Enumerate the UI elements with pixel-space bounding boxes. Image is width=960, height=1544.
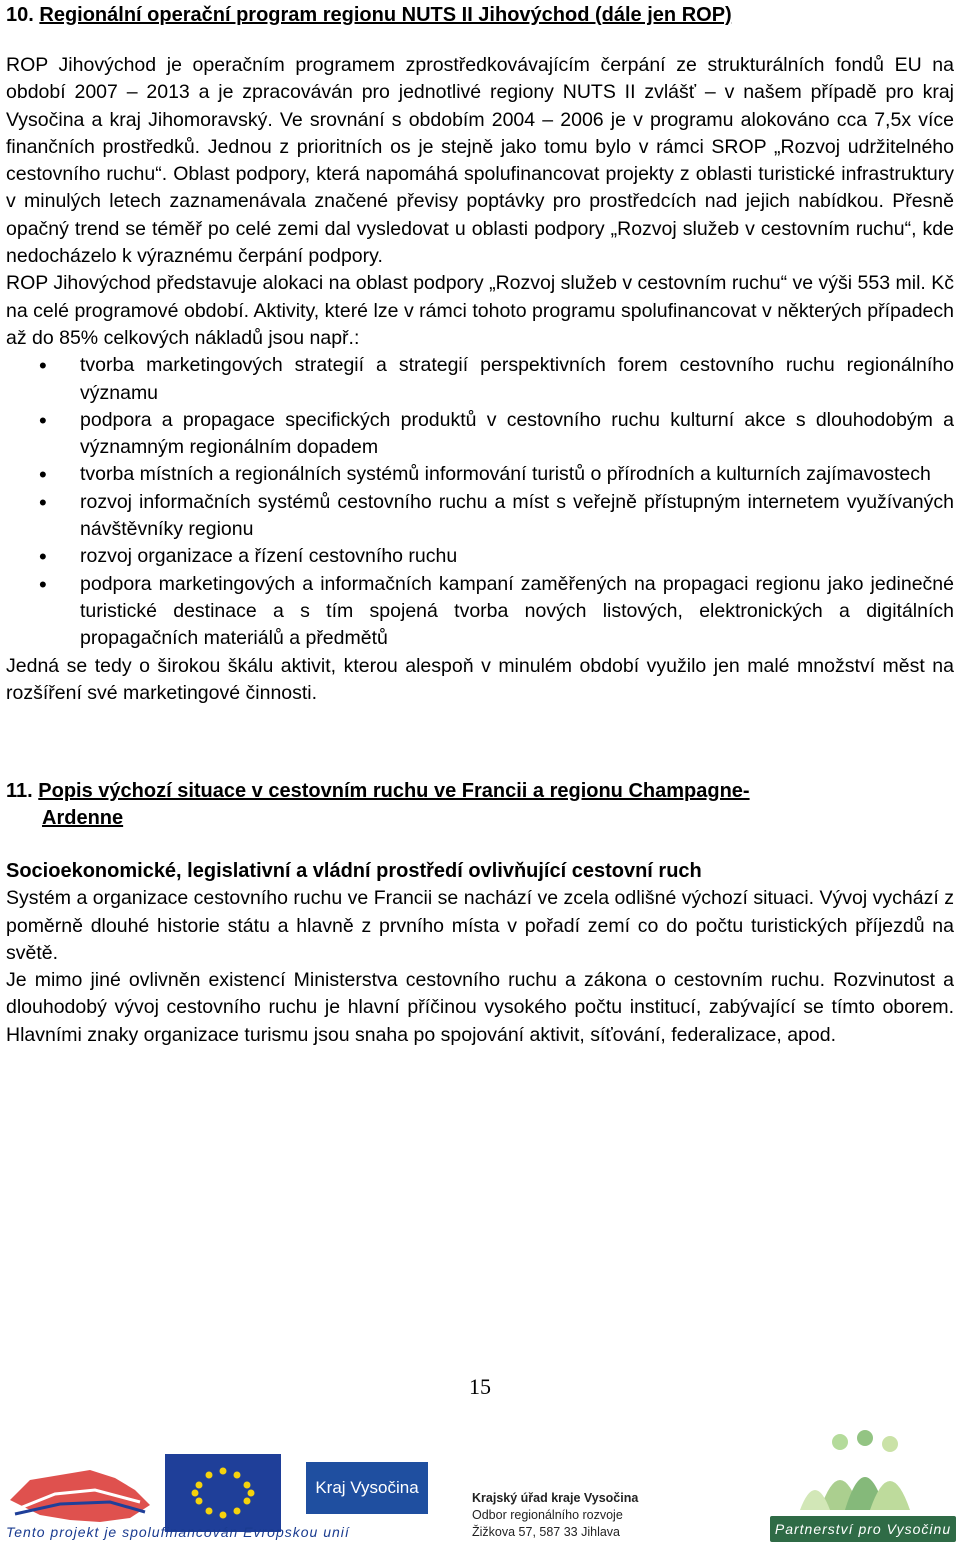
office-address — [472, 1490, 638, 1541]
section-10-paragraph-1: ROP Jihovýchod je operačním programem zprostředkovávajícím čerpání ze strukturálních fondů EU na období 2007 – 2013 a je zpracováván pro jednotlivé regiony NUTS II zvlášť – v našem případě pro kraj Vysočina a kraj Jihomoravský. Ve srovnání s obdobím 2004 – 2006 je v programu alokováno cca 7,5x více finančních prostředků. Jednou z prioritních os je stejně jako tomu bylo v rámci SROP „Rozvoj udržitelného cestovního ruchu“. Oblast podpory, která napomáhá spolufinancovat projekty z oblasti turistické infrastruktury v minulých letech zaznamenávala značené převisy poptávky pro prostředcích nad jejich nabídkou. Přesně opačný trend se téměř po celé zemi dal vysledovat u oblasti podpory „Rozvoj služeb v cestovním ruchu“, kde nedocházelo k výraznému čerpání podpory. — [6, 54, 954, 268]
section-11-body — [6, 858, 954, 1049]
section-10-heading — [6, 2, 732, 29]
list-item: • podpora a propagace specifických produktů v cestovního ruchu kulturní akce s dlouhodobým a významným regionálním dopadem — [6, 407, 954, 462]
section-11-paragraph-2: Je mimo jiné ovlivněn existencí Ministerstva cestovního ruchu a zákona o cestovním ruchu. Rozvinutost a dlouhodobý vývoj cestovního ruchu je hlavní příčinou vysokého počtu institucí, zabývající se tímto oborem. Hlavními znaky organizace turismu jsou snaha po spojování aktivit, síťování, federalizace, apod. — [6, 969, 954, 1046]
section-11-title-line-2: Ardenne — [42, 807, 124, 829]
list-item: • tvorba místních a regionálních systémů informování turistů o přírodních a kulturních zajímavostech — [6, 461, 954, 488]
office-street: Žižkova 57, 587 33 Jihlava — [472, 1525, 621, 1539]
office-department: Odbor regionálního rozvoje — [472, 1508, 623, 1522]
section-11-paragraph-1: Systém a organizace cestovního ruchu ve Francii se nachází ve zcela odlišné výchozí situaci. Vývoj vychází z poměrně dlouhé historie státu a hlavně z prvního místa v pořadí zemí co do počtu turistických příjezdů na světě. — [6, 887, 954, 964]
section-11-number: 11. — [6, 780, 33, 802]
page-number: 15 — [469, 1374, 491, 1399]
list-item: • tvorba marketingových strategií a strategií perspektivních forem cestovního ruchu regionálního významu — [6, 352, 954, 407]
list-item: • rozvoj informačních systémů cestovního ruchu a míst s veřejně přístupným internetem využívaných návštěvníky regionu — [6, 489, 954, 544]
section-10-paragraph-3: Jedná se tedy o širokou škálu aktivit, kterou alespoň v minulém období využilo jen malé množství měst na rozšíření své marketingové činnosti. — [6, 654, 954, 704]
eu-cofinancing-slogan: Tento projekt je spolufinancován Evropskou unií — [6, 1524, 350, 1540]
section-11-subheading: Socioekonomické, legislativní a vládní prostředí ovlivňující cestovní ruch — [6, 860, 702, 882]
office-name: Krajský úřad kraje Vysočina — [472, 1491, 639, 1505]
czech-map-logo — [10, 1470, 150, 1522]
section-11-heading — [6, 778, 750, 832]
section-11-title-line-1: Popis výchozí situace v cestovním ruchu ve Francii a regionu Champagne- — [38, 780, 750, 802]
section-10-body — [6, 52, 954, 707]
section-10-paragraph-2: ROP Jihovýchod představuje alokaci na oblast podpory „Rozvoj služeb v cestovním ruchu“ ve výši 553 mil. Kč na celé programové období. Aktivity, které lze v rámci tohoto programu spolufinancovat v některých případech až do 85% celkových nákladů jsou např.: — [6, 272, 954, 349]
partnership-figures-logo — [800, 1430, 910, 1510]
partnerstvi-banner: Partnerství pro Vysočinu — [770, 1516, 956, 1542]
section-10-number: 10. — [6, 4, 34, 26]
eu-flag-logo — [165, 1454, 281, 1532]
list-item: • rozvoj organizace a řízení cestovního ruchu — [6, 543, 954, 570]
activities-list — [6, 352, 954, 652]
section-10-title: Regionální operační program regionu NUTS II Jihovýchod (dále jen ROP) — [39, 4, 732, 26]
list-item: • podpora marketingových a informačních kampaní zaměřených na propagaci regionu jako jedinečné turistické destinace a s tím spojená tvorba nových listových, elektronických a digitálních propagačních materiálů a předmětů — [6, 571, 954, 653]
kraj-vysocina-logo: Kraj Vysočina — [306, 1462, 428, 1514]
